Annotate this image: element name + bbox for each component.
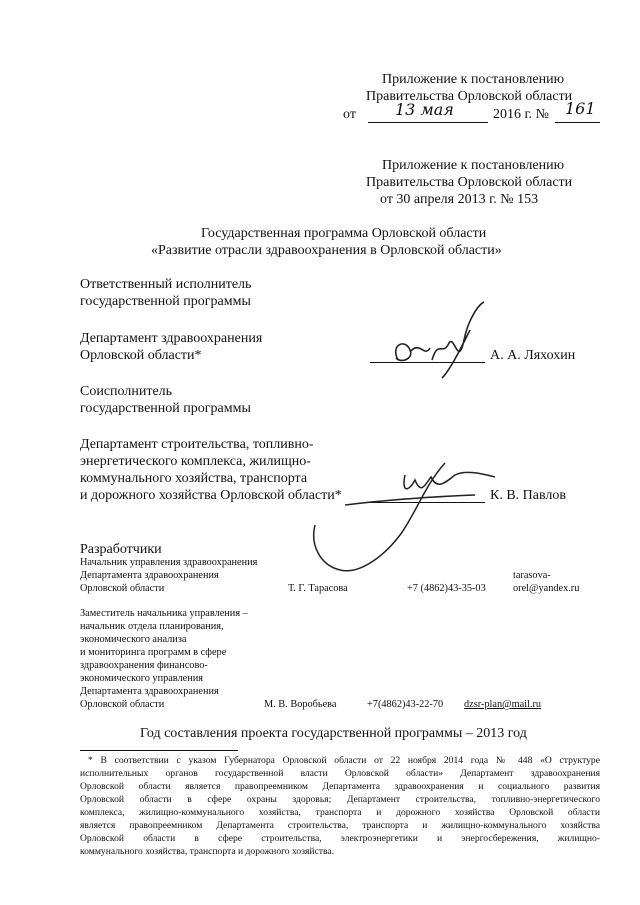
footnote-line6: является правопреемником Департамента строительства, транспорта и жилищно-коммунального хозяйства bbox=[80, 820, 600, 831]
coexecutor-heading-line2: государственной программы bbox=[80, 401, 251, 416]
coexecutor-org-line2: энергетического комплекса, жилищно- bbox=[80, 454, 311, 469]
footnote-line4: Орловской области в сфере охраны здоровья; Департамент строительства, топливно-энергетического bbox=[80, 794, 600, 805]
responsible-heading-line1: Ответственный исполнитель bbox=[80, 277, 252, 292]
dev1-position-line3: Орловской области bbox=[80, 583, 165, 594]
annex-header-line2: Правительства Орловской области bbox=[366, 89, 573, 104]
signature-lyakhokhin bbox=[380, 300, 500, 380]
dev2-phone: +7(4862)43-22-70 bbox=[367, 699, 444, 710]
coexecutor-heading-line1: Соисполнитель bbox=[80, 384, 173, 399]
annex-header-line1: Приложение к постановлению bbox=[382, 72, 565, 87]
annex2-header-line1: Приложение к постановлению bbox=[382, 158, 565, 173]
dev2-name: М. В. Воробьева bbox=[264, 699, 337, 710]
dev2-position-line8: Орловской области bbox=[80, 699, 165, 710]
coexecutor-org-line1: Департамент строительства, топливно- bbox=[80, 437, 314, 452]
footnote-line7: Орловской области в сфере строительства, электроэнергетики и энергосбережения, жилищно- bbox=[80, 833, 600, 844]
dev1-name: Т. Г. Тарасова bbox=[288, 583, 348, 594]
footnote-line1: * В соответствии с указом Губернатора Орловской области от 22 ноября 2014 года № 448 «О структуре bbox=[88, 755, 600, 766]
responsible-org-line1: Департамент здравоохранения bbox=[80, 331, 263, 346]
footnote-line3: Орловской области является правопреемником Департамента здравоохранения и социального развития bbox=[80, 781, 600, 792]
annex-header-year: 2016 г. № bbox=[493, 107, 550, 122]
developers-heading: Разработчики bbox=[80, 542, 162, 557]
coexecutor-org-line4: и дорожного хозяйства Орловской области* bbox=[80, 488, 342, 503]
responsible-signer: А. А. Ляхохин bbox=[490, 348, 576, 363]
footnote bbox=[80, 754, 600, 858]
dev2-position-line7: Департамента здравоохранения bbox=[80, 686, 219, 697]
footnote-line5: комплекса, жилищно-коммунального хозяйства, транспорта и дорожного хозяйства Орловской области bbox=[80, 807, 600, 818]
footnote-line8: коммунального хозяйства, транспорта и дорожного хозяйства. bbox=[80, 846, 335, 857]
dev1-position-line2: Департамента здравоохранения bbox=[80, 570, 219, 581]
footnote-line2: исполнительных органов государственной власти Орловской области» Департамент здравоохранения bbox=[80, 768, 600, 779]
dev2-position-line1: Заместитель начальника управления – bbox=[80, 608, 248, 619]
dev1-email-line2: orel@yandex.ru bbox=[513, 583, 580, 594]
handwritten-date: 13 мая bbox=[395, 100, 454, 119]
responsible-org-line2: Орловской области* bbox=[80, 348, 202, 363]
handwritten-number: 161 bbox=[565, 99, 596, 118]
program-title-line1: Государственная программа Орловской области bbox=[201, 226, 487, 241]
dev2-position-line5: здравоохранения финансово- bbox=[80, 660, 208, 671]
dev1-position-line1: Начальник управления здравоохранения bbox=[80, 557, 258, 568]
year-of-preparation: Год составления проекта государственной программы – 2013 год bbox=[140, 726, 527, 741]
coexecutor-org-line3: коммунального хозяйства, транспорта bbox=[80, 471, 308, 486]
coexecutor-signer: К. В. Павлов bbox=[490, 488, 567, 503]
annex2-header-line3: от 30 апреля 2013 г. № 153 bbox=[380, 192, 539, 207]
dev1-phone: +7 (4862)43-35-03 bbox=[407, 583, 486, 594]
number-underline bbox=[555, 122, 600, 123]
dev2-position-line4: и мониторинга программ в сфере bbox=[80, 647, 227, 658]
dev2-position-line2: начальник отдела планирования, bbox=[80, 621, 224, 632]
annex2-header-line2: Правительства Орловской области bbox=[366, 175, 573, 190]
dev1-email-line1: tarasova- bbox=[513, 570, 551, 581]
program-title-line2: «Развитие отрасли здравоохранения в Орловской области» bbox=[151, 243, 502, 258]
annex-header-date-prefix: от bbox=[343, 107, 356, 122]
responsible-heading-line2: государственной программы bbox=[80, 294, 251, 309]
date-underline bbox=[368, 122, 488, 123]
signature-pavlov bbox=[305, 455, 505, 585]
dev2-email[interactable]: dzsr-plan@mail.ru bbox=[464, 699, 542, 710]
dev2-position-line6: экономического управления bbox=[80, 673, 203, 684]
dev2-position-line3: экономического анализа bbox=[80, 634, 187, 645]
footnote-separator bbox=[80, 750, 238, 751]
